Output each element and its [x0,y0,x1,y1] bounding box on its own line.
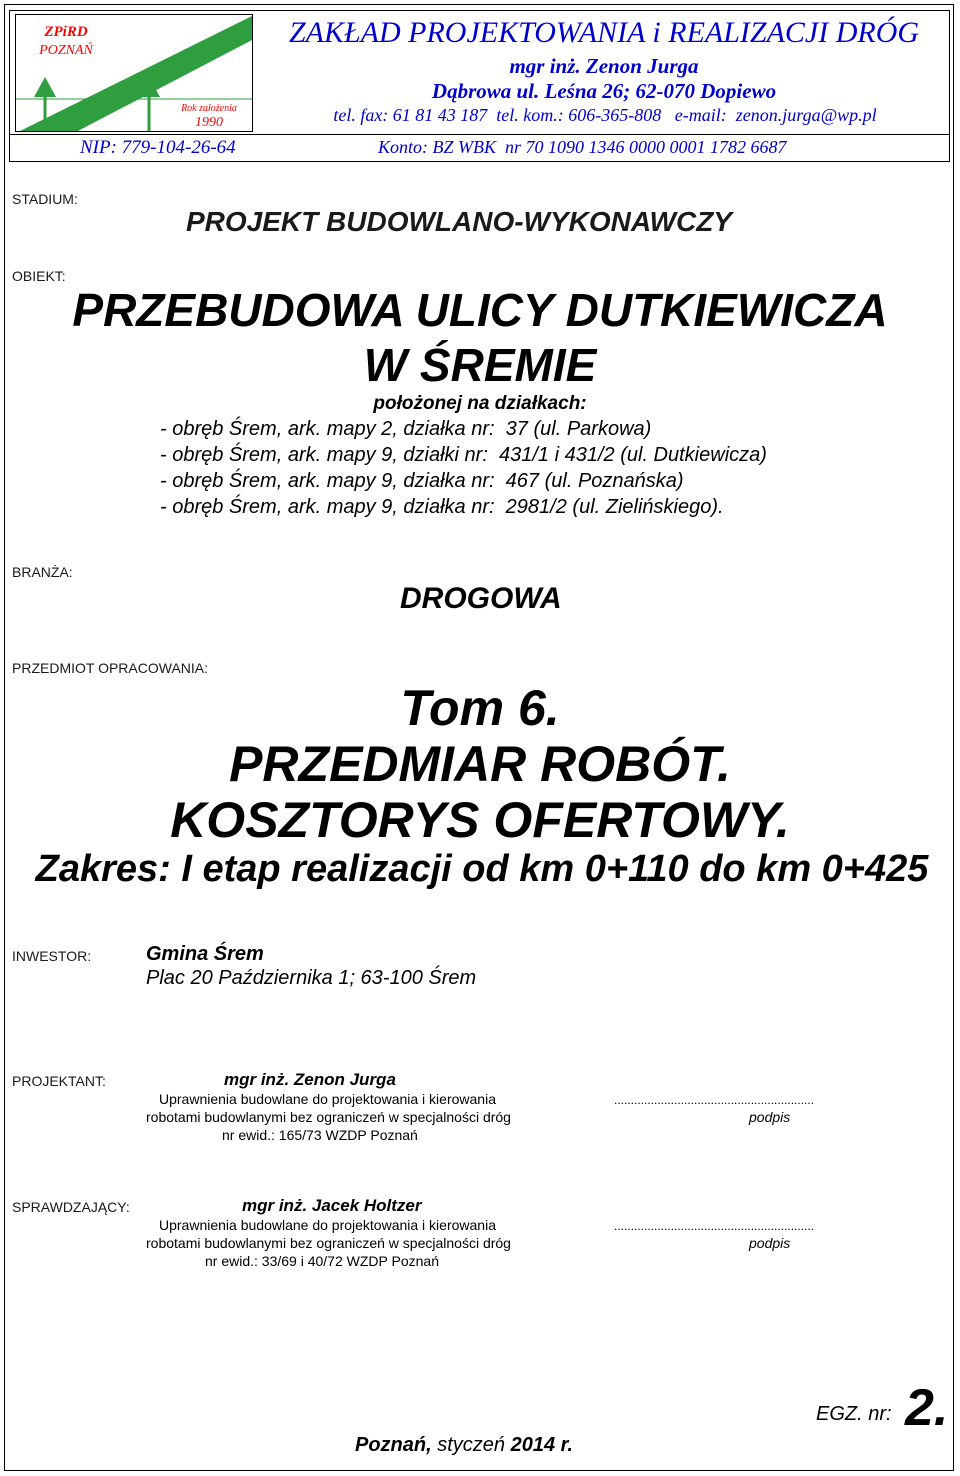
logo-founded-year: 1990 [195,115,223,130]
designer-registration: nr ewid.: 165/73 WZDP Poznań [222,1127,418,1143]
checker-signature-line: ............................................................ [614,1219,815,1233]
designer-permission-line2: robotami budowlanymi bez ograniczeń w specjalności dróg [146,1109,511,1125]
logo-name: ZPiRD [44,24,88,40]
place-city: Poznań, [355,1434,432,1456]
company-nip: NIP: 779-104-26-64 [80,137,236,158]
logo-founded-label: Rok założenia [181,103,237,114]
object-title-line2: W ŚREMIE [363,339,597,391]
copy-number: 2. [905,1379,949,1437]
company-owner: mgr inż. Zenon Jurga [509,54,699,78]
date-month: styczeń [437,1434,506,1456]
company-address: Dąbrowa ul. Leśna 26; 62-070 Dopiewo [431,79,777,103]
place-and-date [355,1434,573,1457]
checker-signature-label: podpis [749,1235,791,1251]
company-logo [15,14,253,132]
subject-label: PRZEDMIOT OPRACOWANIA: [12,660,209,676]
subject-bill-of-quantities: PRZEDMIAR ROBÓT. [229,736,731,792]
plot-item: - obręb Śrem, ark. mapy 9, działki nr: 431/1 i 431/2 (ul. Dutkiewicza) [160,444,767,466]
investor-address: Plac 20 Października 1; 63-100 Śrem [146,967,477,989]
plot-item: - obręb Śrem, ark. mapy 2, działka nr: 37 (ul. Parkowa) [160,418,652,440]
copy-number-label: EGZ. nr: [816,1403,892,1425]
plot-item: - obręb Śrem, ark. mapy 9, działka nr: 467 (ul. Poznańska) [160,470,684,492]
designer-permission-line1: Uprawnienia budowlane do projektowania i kierowania [159,1091,496,1107]
object-title-line1: PRZEBUDOWA ULICY DUTKIEWICZA [72,284,888,336]
plot-item: - obręb Śrem, ark. mapy 9, działka nr: 2981/2 (ul. Zielińskiego). [160,496,724,518]
stadium-label: STADIUM: [12,191,78,207]
subject-scope: Zakres: I etap realizacji od km 0+110 do km 0+425 [35,848,929,890]
designer-signature-label: podpis [749,1109,791,1125]
object-label: OBIEKT: [12,268,66,284]
investor-name: Gmina Śrem [146,943,264,965]
investor-label: INWESTOR: [12,948,92,964]
checker-permission-line2: robotami budowlanymi bez ograniczeń w specjalności dróg [146,1235,511,1251]
designer-signature-line: ............................................................ [614,1093,815,1107]
branch-value: DROGOWA [400,582,562,615]
subject-volume: Tom 6. [400,680,560,736]
branch-label: BRANŻA: [12,564,73,580]
company-contact: tel. fax: 61 81 43 187 tel. kom.: 606-365-808 e-mail: zenon.jurga@wp.pl [333,105,877,125]
letterhead-divider [9,134,950,135]
logo-city: POZNAŃ [39,43,93,58]
date-year: 2014 r. [510,1434,573,1456]
company-name: ZAKŁAD PROJEKTOWANIA i REALIZACJI DRÓG [288,16,920,49]
checker-name: mgr inż. Jacek Holtzer [242,1196,422,1215]
checker-registration: nr ewid.: 33/69 i 40/72 WZDP Poznań [205,1253,439,1269]
object-location-intro: położonej na działkach: [373,393,587,414]
checker-label: SPRAWDZAJĄCY: [12,1199,130,1215]
designer-name: mgr inż. Zenon Jurga [224,1070,396,1089]
subject-cost-estimate: KOSZTORYS OFERTOWY. [170,792,790,848]
company-bank-account: Konto: BZ WBK nr 70 1090 1346 0000 0001 1782 6687 [378,137,787,157]
checker-permission-line1: Uprawnienia budowlane do projektowania i kierowania [159,1217,496,1233]
designer-label: PROJEKTANT: [12,1073,106,1089]
stadium-value: PROJEKT BUDOWLANO-WYKONAWCZY [186,206,732,237]
